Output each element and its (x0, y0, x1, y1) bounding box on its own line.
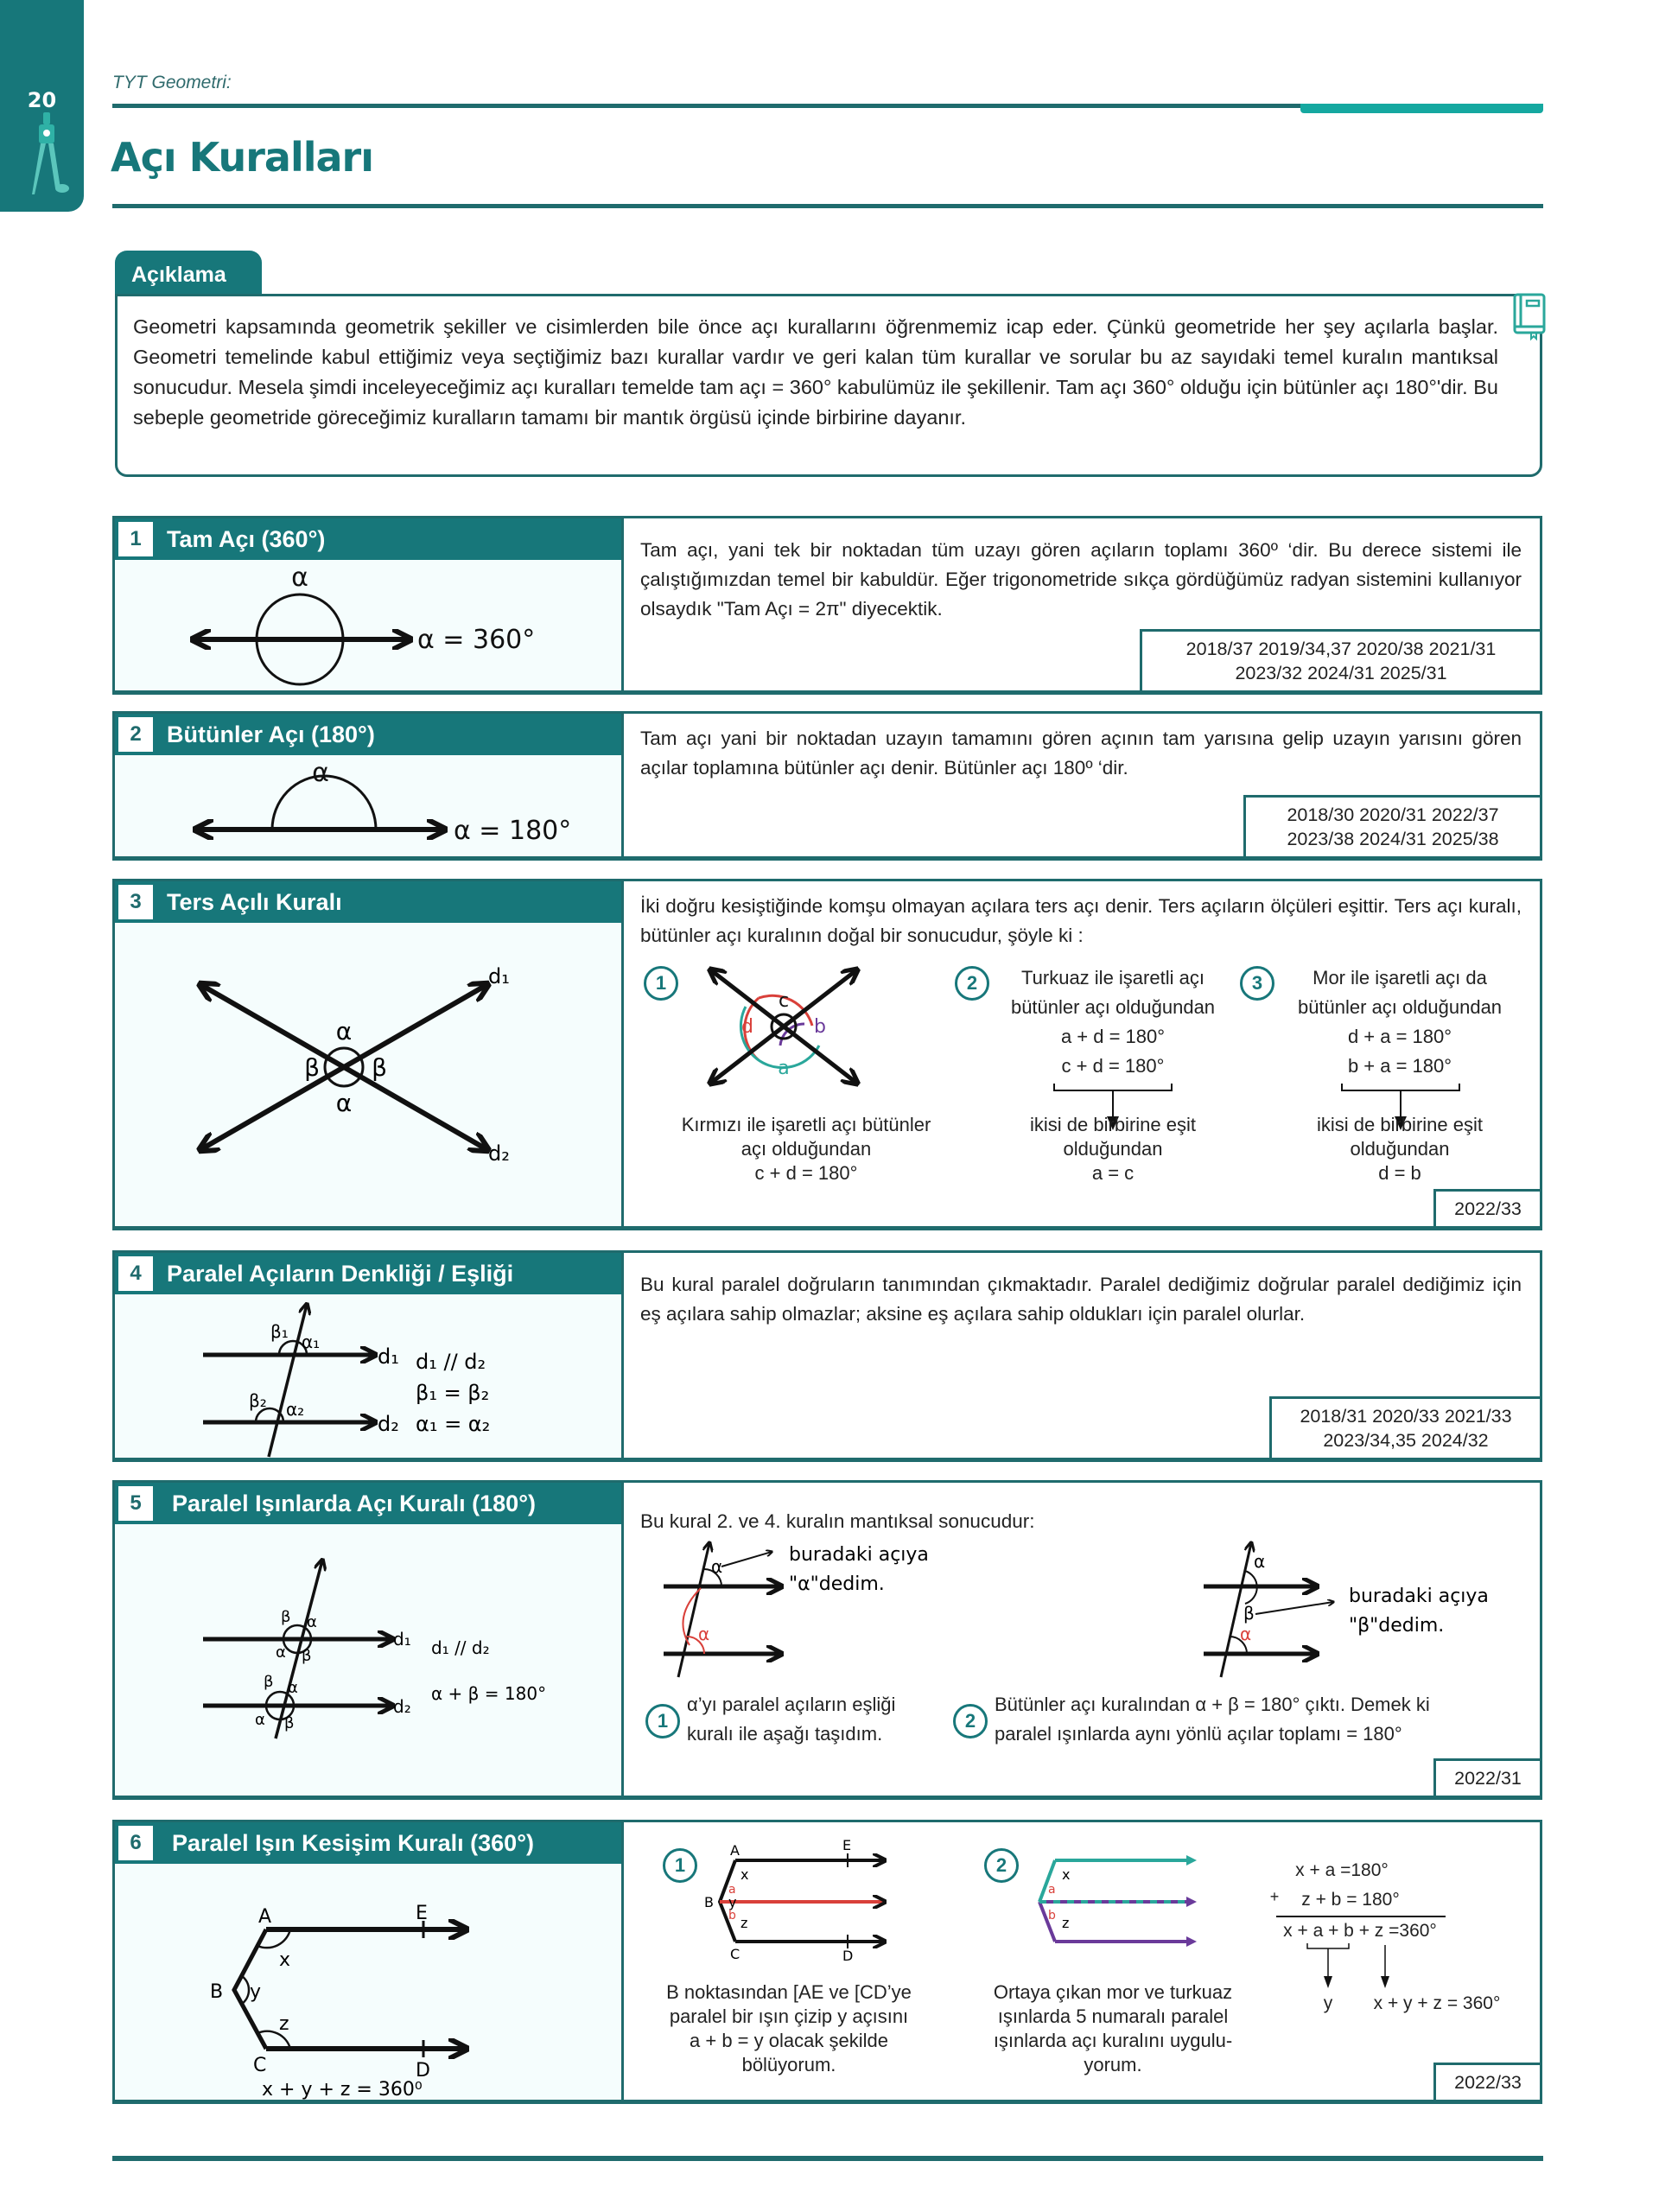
step-line: α’yı paralel açıların eşliği (687, 1694, 896, 1715)
section-1 (112, 516, 1542, 695)
equation: a + d = 180° (1060, 1026, 1166, 1047)
angle-label: z (740, 1915, 748, 1931)
angle-label: a (1048, 1883, 1056, 1897)
sum-arrows (1281, 1942, 1454, 1993)
angle-label: α (312, 758, 329, 788)
point-label: B (704, 1894, 714, 1910)
caption-line: ışınlarda 5 numaralı paralel (997, 2005, 1229, 2027)
caption-line: olduğundan (1063, 1138, 1163, 1160)
equation: b + a = 180° (1347, 1055, 1452, 1077)
intro-text: Geometri kapsamında geometrik şekiller ve cisimlerden bile önce açı kurallarını öğrenmemiz icap eder. Çünkü geometride her şey açılarla başlar. Geometri temelinde kabul ettiğimiz veya seçtiğimiz bazı kurallar vardır ve geri kalan tüm kurallar ve sorular bu az sayıdaki temel kuralın mantıksal sonucudur. Mesela şimdi inceleyeceğimiz açı kuralları temelde tam açı = 360° kabulümüz ile şekillenir. Tam açı 360° olduğu için bütünler açı 180°'dir. Bu sebeple geometride göreceğimiz kuralların tamamı bir mantık örgüsü içinde birbirine dayanır. (133, 315, 1498, 429)
sum-total: x + a + b + z =360° (1283, 1921, 1437, 1941)
ref-line: 2018/31 2020/33 2021/33 (1300, 1406, 1512, 1427)
caption-line: d = b (1378, 1162, 1421, 1184)
caption-line: ikisi de birbirine eşit (1030, 1114, 1196, 1135)
colored-rays-diagram (1014, 1838, 1212, 1967)
step-line: paralel ışınlarda aynı yönlü açılar toplamı = 180° (995, 1723, 1402, 1745)
angle-label: α (288, 1679, 298, 1697)
angle-label: α₁ (302, 1332, 321, 1352)
angle-label-right: β (372, 1053, 387, 1082)
section-6-header (115, 1822, 621, 1864)
page-title: Açı Kuralları (111, 134, 373, 181)
section-2 (112, 711, 1542, 861)
equation: d₁ // d₂ (431, 1637, 490, 1658)
equation-label: α = 360° (417, 625, 536, 655)
equation: α₁ = α₂ (416, 1412, 491, 1436)
angle-z-label: z (279, 2013, 289, 2035)
book-kicker: TYT Geometri: (112, 73, 232, 92)
step-2-caption (979, 1980, 1247, 2077)
step-2-caption (988, 1113, 1238, 1185)
section-number: 3 (118, 885, 153, 919)
section-2-header (115, 714, 621, 755)
sum-plus: + (1269, 1888, 1280, 1905)
header-line: bütünler açı olduğundan (1297, 996, 1503, 1018)
caption-line: paralel bir ışın çizip y açısını (669, 2005, 909, 2027)
angle-label: β (284, 1714, 295, 1732)
exam-references (1433, 2063, 1540, 2100)
ref-line: 2018/30 2020/31 2022/37 (1287, 804, 1499, 825)
line-label: d₁ (378, 1344, 399, 1369)
caption-line: a = c (1091, 1162, 1135, 1184)
section-number: 4 (118, 1256, 153, 1291)
angle-label: x (740, 1866, 749, 1883)
step-line: Bütünler açı kuralından α + β = 180° çıktı. Demek ki (995, 1694, 1430, 1715)
ref-line: 2023/38 2024/31 2025/38 (1287, 829, 1499, 849)
section-title: Bütünler Açı (180°) (167, 721, 375, 747)
header-line: Mor ile işaretli açı da (1313, 967, 1487, 988)
section-4-header (115, 1253, 621, 1294)
point-a-label: A (258, 1906, 272, 1928)
section-title: Ters Açılı Kuralı (167, 889, 342, 915)
footer-rule (112, 2156, 1543, 2161)
angle-b-label: b (814, 1016, 826, 1038)
step-1-caption (668, 1113, 944, 1185)
caption-line: ikisi de birbirine eşit (1317, 1114, 1483, 1135)
section-3-text: İki doğru kesiştiğinde komşu olmayan açılara ters açı denir. Ters açıların ölçüleri eşittir. Ters açı kuralı, bütünler açı kuralının doğal bir sonucudur, şöyle ki : (640, 895, 1522, 946)
ref-line: 2023/34,35 2024/32 (1323, 1430, 1489, 1451)
exam-references (1140, 629, 1540, 690)
point-label: C (730, 1946, 740, 1962)
angle-label: z (1062, 1915, 1070, 1931)
angle-label: β (281, 1608, 291, 1626)
alpha-label: α (711, 1556, 723, 1577)
sum-rule (1276, 1916, 1446, 1917)
point-c-label: C (253, 2055, 267, 2076)
section-6 (112, 1820, 1542, 2104)
callout-note: buradaki açıya (1349, 1586, 1489, 1607)
line-label: d₂ (393, 1696, 411, 1717)
caption-line: olduğundan (1350, 1138, 1450, 1160)
equation: α + β = 180° (431, 1683, 547, 1704)
vertical-angles-colored-diagram (677, 963, 901, 1102)
equation: β₁ = β₂ (416, 1381, 490, 1405)
section-1-text: Tam açı, yani tek bir noktadan tüm uzayı gören açıların toplamı 360º ‘dir. Bu derece sistemi ile çalıştığımızdan temel bir kabuldür. Eğer trigonometride sıkça gördüğümüz radyan sistemini kullanıyor olsaydık "Tam Açı = 2π" diyecektik. (640, 539, 1522, 620)
step-3-badge: 3 (1240, 966, 1274, 1001)
angle-label-top: α (335, 1017, 353, 1046)
ref-line: 2022/33 (1454, 2072, 1522, 2093)
ref-line: 2022/33 (1454, 1198, 1522, 1219)
beta-diagram (1074, 1535, 1489, 1690)
ref-line: 2018/37 2019/34,37 2020/38 2021/31 (1185, 639, 1497, 659)
alpha-moved-label: α (698, 1624, 710, 1644)
section-number: 1 (118, 522, 153, 556)
straight-angle-diagram (115, 755, 621, 857)
exam-references (1269, 1396, 1540, 1458)
angle-label: a (728, 1883, 736, 1897)
exam-references (1433, 1758, 1540, 1796)
point-e-label: E (416, 1903, 428, 1924)
section-title: Tam Açı (360°) (167, 526, 326, 552)
point-label: A (730, 1842, 740, 1859)
split-angle-diagram (694, 1838, 901, 1967)
point-b-label: B (210, 1981, 224, 2003)
angle-label: α (255, 1711, 265, 1729)
section-number: 5 (118, 1486, 153, 1521)
section-1-header (115, 518, 621, 560)
angle-c-label: c (778, 990, 790, 1012)
angle-label: α (276, 1643, 286, 1662)
section-5-diagram-panel (115, 1483, 624, 1796)
caption-line: açı olduğundan (740, 1138, 872, 1160)
intro-box (115, 294, 1542, 477)
exam-references (1243, 795, 1540, 856)
line-label-d2: d₂ (488, 1141, 510, 1166)
section-number: 2 (118, 717, 153, 752)
caption-line: bölüyorum. (741, 2054, 836, 2075)
angle-label: α (291, 563, 308, 593)
equation: x + a =180° (1295, 1860, 1389, 1880)
step-3-header (1274, 963, 1525, 1081)
section-6-diagram-panel (115, 1822, 624, 2100)
angle-label: x (1062, 1866, 1071, 1883)
angle-label: β (264, 1673, 274, 1691)
caption-line: a + b = y olacak şekilde (690, 2030, 888, 2051)
step-2-text (995, 1690, 1513, 1749)
section-5-header (115, 1483, 621, 1524)
section-3-header (115, 881, 621, 923)
section-4-diagram-panel (115, 1253, 624, 1458)
angle-label: y (728, 1894, 737, 1910)
page-number: 20 (27, 88, 57, 112)
section-number: 6 (118, 1826, 153, 1860)
alpha-label: α (1254, 1551, 1266, 1572)
section-3-diagram-panel (115, 881, 624, 1226)
angle-a-label: a (778, 1058, 790, 1079)
angle-d-label: d (741, 1016, 753, 1038)
equation: d + a = 180° (1347, 1026, 1452, 1047)
angle-label: β₂ (249, 1390, 267, 1411)
section-5-text: Bu kural 2. ve 4. kuralın mantıksal sonucudur: (640, 1510, 1035, 1532)
step-line: kuralı ile aşağı taşıdım. (687, 1723, 883, 1745)
equation: c + d = 180° (1061, 1055, 1165, 1077)
step-1-badge: 1 (645, 1704, 680, 1738)
equation: x + y + z = 360⁰ (262, 2079, 423, 2101)
point-label: E (842, 1837, 852, 1853)
book-icon (1512, 292, 1547, 340)
callout-note: buradaki açıya (789, 1544, 929, 1566)
step-3-caption (1274, 1113, 1525, 1185)
step-1-badge: 1 (644, 966, 678, 1001)
section-5 (112, 1480, 1542, 1800)
sum-equations (1264, 1859, 1420, 1883)
section-2-diagram-panel (115, 714, 624, 856)
caption-line: ışınlarda açı kuralını uygulu- (993, 2030, 1233, 2051)
callout-note: "β"dedim. (1349, 1615, 1445, 1637)
ref-line: 2023/32 2024/31 2025/31 (1235, 663, 1447, 683)
vertical-angles-diagram (115, 923, 621, 1225)
angle-label: α₂ (286, 1399, 305, 1420)
sum-result-left: y (1323, 1993, 1333, 2013)
header-line: Turkuaz ile işaretli açı (1021, 967, 1204, 988)
angle-label: β (302, 1647, 312, 1665)
section-title: Paralel Işınlarda Açı Kuralı (180°) (172, 1491, 536, 1516)
caption-line: yorum. (1084, 2054, 1142, 2075)
title-rule (112, 204, 1543, 208)
step-1-caption (659, 1980, 918, 2077)
angle-label-bottom: α (335, 1089, 353, 1117)
section-title: Paralel Işın Kesişim Kuralı (360°) (172, 1830, 534, 1856)
sum-result-right: x + y + z = 360° (1373, 1993, 1501, 2013)
angle-label-left: β (304, 1053, 320, 1082)
angle-x-label: x (279, 1949, 291, 1971)
ref-line: 2022/31 (1454, 1768, 1522, 1789)
step-2-header (988, 963, 1238, 1081)
section-4 (112, 1250, 1542, 1462)
angle-label: β₁ (270, 1321, 289, 1342)
equation-label: α = 180° (454, 816, 572, 846)
caption-line: B noktasından [AE ve [CD’ye (666, 1981, 912, 2003)
step-2-badge: 2 (955, 966, 989, 1001)
full-angle-diagram (115, 560, 621, 691)
parallel-angles-diagram (115, 1294, 621, 1459)
line-label: d₂ (378, 1412, 399, 1436)
caption-line: Ortaya çıkan mor ve turkuaz (993, 1981, 1233, 2003)
equation: d₁ // d₂ (416, 1350, 486, 1374)
parallel-intersection-diagram (115, 1864, 621, 2101)
caption-line: Kırmızı ile işaretli açı bütünler (681, 1114, 931, 1135)
caption-line: c + d = 180° (754, 1162, 858, 1184)
alpha-transfer-diagram (642, 1535, 988, 1690)
section-3 (112, 879, 1542, 1230)
beta-label: β (1243, 1603, 1255, 1624)
angle-y-label: y (250, 1981, 262, 2003)
header-rule-accent (1300, 104, 1543, 113)
point-d-label: D (416, 2060, 430, 2082)
sum-line2: z + b = 180° (1301, 1890, 1400, 1910)
section-4-text: Bu kural paralel doğruların tanımından çıkmaktadır. Paralel dediğimiz doğrular paralel dediğimiz için eş açılara sahip olmazlar; aksine eş açılara sahip oldukları için paralel olurlar. (640, 1274, 1522, 1325)
angle-label: b (728, 1909, 736, 1923)
compass-icon (26, 112, 69, 199)
line-label: d₁ (393, 1629, 411, 1649)
angle-label: b (1048, 1909, 1056, 1923)
section-2-text: Tam açı yani bir noktadan uzayın tamamını gören açının tam yarısına gelip uzayın yarısını gören açılar toplamına bütünler açı denir. Bütünler açı 180º ‘dir. (640, 728, 1522, 779)
alpha-label-red: α (1240, 1624, 1252, 1644)
chapter-side-tab (0, 0, 84, 212)
section-1-diagram-panel (115, 518, 624, 690)
parallel-rays-diagram (115, 1524, 621, 1796)
line-label-d1: d₁ (488, 964, 510, 988)
point-label: D (842, 1948, 854, 1964)
step-1-text (687, 1690, 946, 1749)
exam-references (1433, 1189, 1540, 1226)
step-1-badge: 1 (663, 1848, 697, 1883)
step-2-badge: 2 (984, 1848, 1019, 1883)
angle-label: α (307, 1613, 317, 1631)
header-line: bütünler açı olduğundan (1010, 996, 1216, 1018)
section-title: Paralel Açıların Denkliği / Eşliği (167, 1261, 514, 1287)
intro-tab: Açıklama (115, 251, 262, 296)
callout-note: "α"dedim. (789, 1573, 885, 1595)
step-2-badge: 2 (953, 1704, 988, 1738)
